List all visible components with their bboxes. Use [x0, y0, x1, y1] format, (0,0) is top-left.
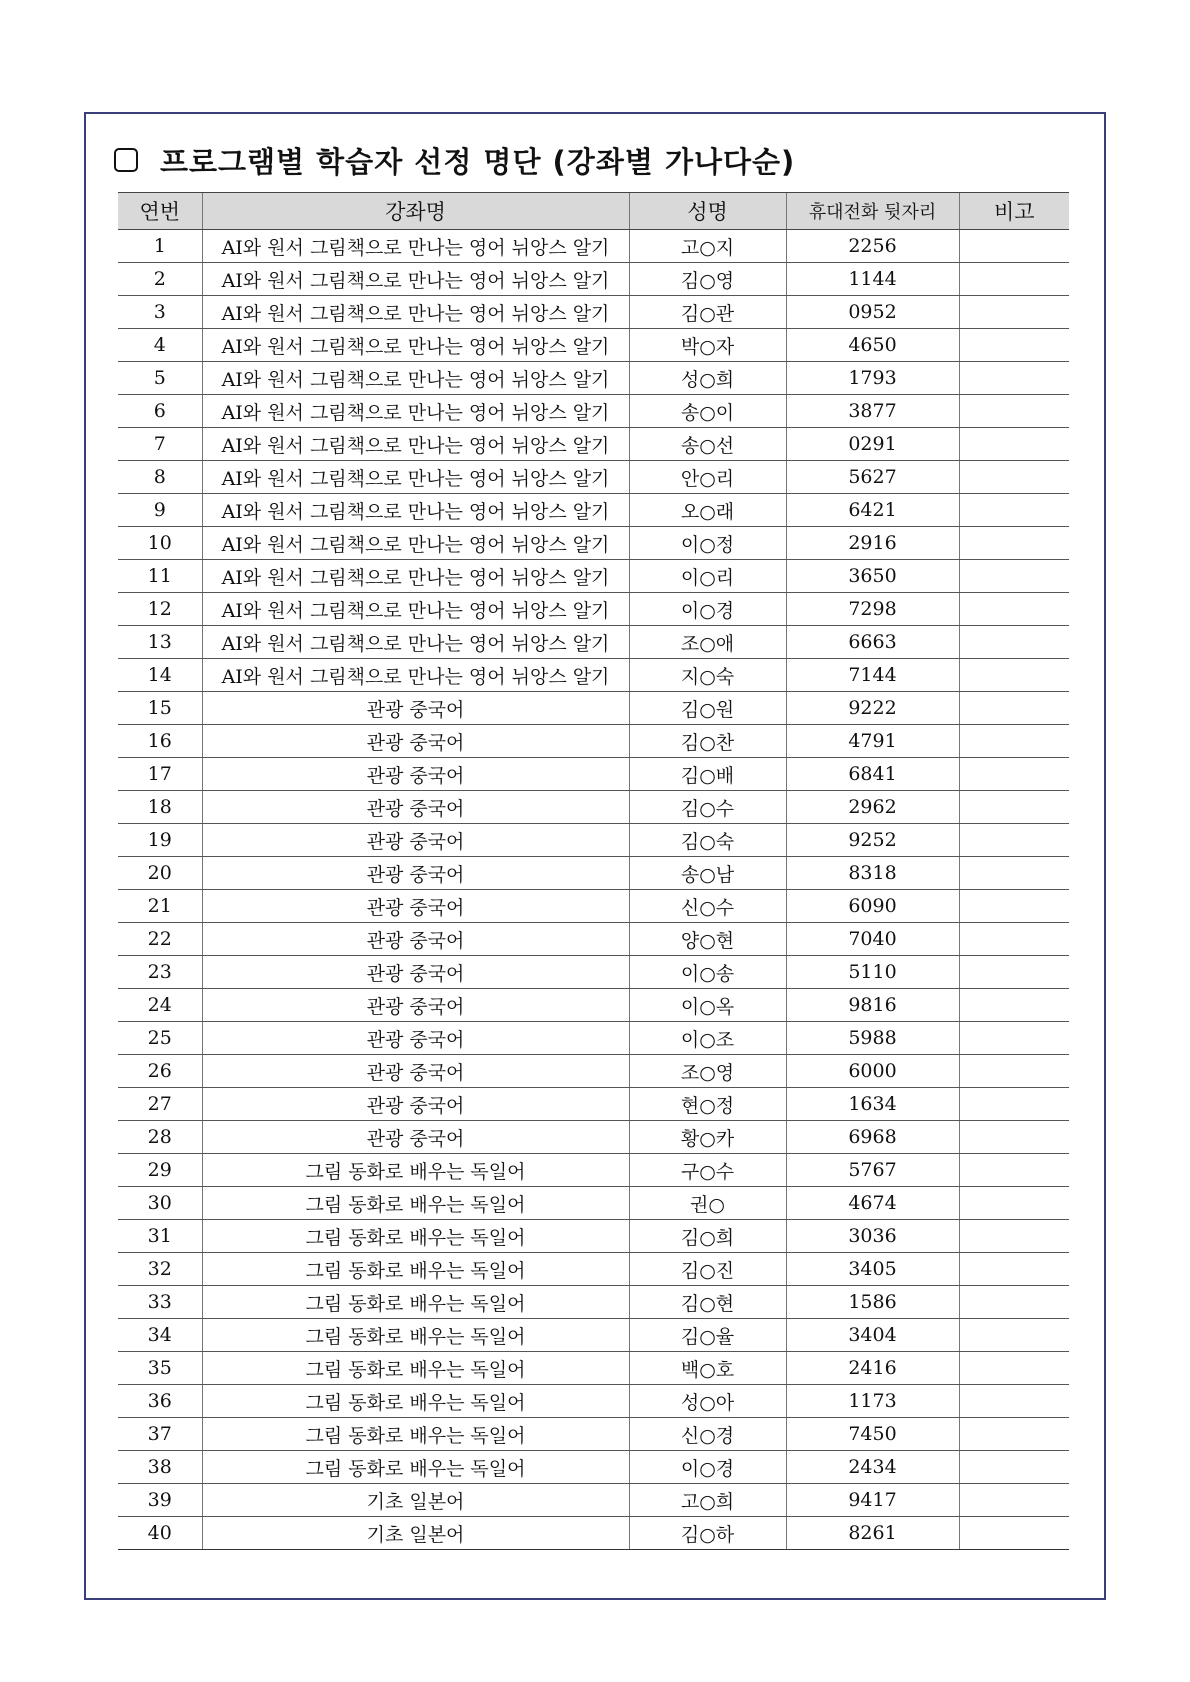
cell-no: 40 [118, 1517, 202, 1550]
cell-no: 6 [118, 395, 202, 428]
cell-no: 8 [118, 461, 202, 494]
cell-course: AI와 원서 그림책으로 만나는 영어 뉘앙스 알기 [202, 329, 629, 362]
table-row [118, 824, 1069, 857]
cell-phone: 1173 [786, 1385, 959, 1418]
cell-name: 성○아 [629, 1385, 786, 1418]
cell-course: AI와 원서 그림책으로 만나는 영어 뉘앙스 알기 [202, 263, 629, 296]
cell-phone: 4650 [786, 329, 959, 362]
cell-phone: 9252 [786, 824, 959, 857]
cell-name: 김○원 [629, 692, 786, 725]
cell-note [959, 329, 1069, 362]
cell-phone: 9222 [786, 692, 959, 725]
cell-no: 1 [118, 230, 202, 263]
cell-no: 16 [118, 725, 202, 758]
table-row [118, 593, 1069, 626]
cell-course: 관광 중국어 [202, 989, 629, 1022]
cell-note [959, 626, 1069, 659]
cell-course: 그림 동화로 배우는 독일어 [202, 1385, 629, 1418]
table-row [118, 362, 1069, 395]
cell-note [959, 725, 1069, 758]
cell-no: 11 [118, 560, 202, 593]
cell-phone: 5110 [786, 956, 959, 989]
cell-name: 김○배 [629, 758, 786, 791]
header-row [118, 193, 1069, 230]
cell-note [959, 956, 1069, 989]
cell-no: 13 [118, 626, 202, 659]
cell-phone: 1144 [786, 263, 959, 296]
cell-no: 7 [118, 428, 202, 461]
cell-phone: 3036 [786, 1220, 959, 1253]
cell-phone: 1586 [786, 1286, 959, 1319]
cell-no: 14 [118, 659, 202, 692]
title-row [114, 140, 795, 180]
cell-name: 현○정 [629, 1088, 786, 1121]
cell-note [959, 263, 1069, 296]
cell-course: AI와 원서 그림책으로 만나는 영어 뉘앙스 알기 [202, 560, 629, 593]
cell-course: 관광 중국어 [202, 1121, 629, 1154]
cell-phone: 1793 [786, 362, 959, 395]
cell-note [959, 1319, 1069, 1352]
cell-no: 5 [118, 362, 202, 395]
cell-no: 22 [118, 923, 202, 956]
cell-name: 오○래 [629, 494, 786, 527]
table-row [118, 923, 1069, 956]
cell-phone: 7144 [786, 659, 959, 692]
cell-phone: 9816 [786, 989, 959, 1022]
cell-note [959, 1418, 1069, 1451]
cell-name: 이○경 [629, 1451, 786, 1484]
cell-name: 구○수 [629, 1154, 786, 1187]
cell-no: 29 [118, 1154, 202, 1187]
cell-course: 관광 중국어 [202, 1022, 629, 1055]
table-row [118, 1319, 1069, 1352]
cell-phone: 3405 [786, 1253, 959, 1286]
cell-no: 38 [118, 1451, 202, 1484]
cell-course: 그림 동화로 배우는 독일어 [202, 1220, 629, 1253]
cell-name: 조○애 [629, 626, 786, 659]
cell-phone: 5627 [786, 461, 959, 494]
cell-phone: 3404 [786, 1319, 959, 1352]
cell-note [959, 461, 1069, 494]
cell-note [959, 1121, 1069, 1154]
cell-name: 김○찬 [629, 725, 786, 758]
cell-course: AI와 원서 그림책으로 만나는 영어 뉘앙스 알기 [202, 296, 629, 329]
cell-no: 31 [118, 1220, 202, 1253]
table-row [118, 1220, 1069, 1253]
cell-name: 이○경 [629, 593, 786, 626]
cell-phone: 3650 [786, 560, 959, 593]
cell-note [959, 1517, 1069, 1550]
document-frame [84, 112, 1106, 1600]
cell-name: 양○현 [629, 923, 786, 956]
table-row [118, 461, 1069, 494]
table-row [118, 626, 1069, 659]
cell-phone: 4674 [786, 1187, 959, 1220]
table-row [118, 1352, 1069, 1385]
cell-note [959, 1253, 1069, 1286]
cell-course: 관광 중국어 [202, 1088, 629, 1121]
cell-note [959, 1187, 1069, 1220]
cell-no: 23 [118, 956, 202, 989]
cell-name: 김○하 [629, 1517, 786, 1550]
cell-note [959, 923, 1069, 956]
cell-name: 이○옥 [629, 989, 786, 1022]
cell-name: 고○희 [629, 1484, 786, 1517]
cell-course: 관광 중국어 [202, 890, 629, 923]
table-row [118, 263, 1069, 296]
cell-phone: 6000 [786, 1055, 959, 1088]
cell-phone: 7040 [786, 923, 959, 956]
cell-note [959, 890, 1069, 923]
cell-course: 그림 동화로 배우는 독일어 [202, 1286, 629, 1319]
table-row [118, 692, 1069, 725]
table-row [118, 989, 1069, 1022]
cell-course: 관광 중국어 [202, 692, 629, 725]
cell-phone: 1634 [786, 1088, 959, 1121]
table-row [118, 791, 1069, 824]
cell-note [959, 1088, 1069, 1121]
cell-name: 황○카 [629, 1121, 786, 1154]
header-phone: 휴대전화 뒷자리 [786, 193, 959, 230]
cell-note [959, 989, 1069, 1022]
cell-note [959, 791, 1069, 824]
cell-name: 김○율 [629, 1319, 786, 1352]
cell-note [959, 1154, 1069, 1187]
cell-phone: 0952 [786, 296, 959, 329]
table-row [118, 1121, 1069, 1154]
cell-phone: 5988 [786, 1022, 959, 1055]
table-row [118, 725, 1069, 758]
cell-course: 그림 동화로 배우는 독일어 [202, 1154, 629, 1187]
cell-note [959, 659, 1069, 692]
cell-phone: 6968 [786, 1121, 959, 1154]
table-row [118, 296, 1069, 329]
cell-phone: 6663 [786, 626, 959, 659]
cell-note [959, 1055, 1069, 1088]
cell-no: 3 [118, 296, 202, 329]
cell-note [959, 692, 1069, 725]
cell-no: 33 [118, 1286, 202, 1319]
cell-note [959, 1385, 1069, 1418]
cell-phone: 2256 [786, 230, 959, 263]
cell-no: 30 [118, 1187, 202, 1220]
cell-phone: 9417 [786, 1484, 959, 1517]
cell-phone: 0291 [786, 428, 959, 461]
cell-phone: 7298 [786, 593, 959, 626]
cell-course: AI와 원서 그림책으로 만나는 영어 뉘앙스 알기 [202, 593, 629, 626]
table-row [118, 1517, 1069, 1550]
table-row [118, 560, 1069, 593]
cell-course: 관광 중국어 [202, 1055, 629, 1088]
cell-name: 이○조 [629, 1022, 786, 1055]
cell-no: 39 [118, 1484, 202, 1517]
cell-name: 김○진 [629, 1253, 786, 1286]
cell-no: 24 [118, 989, 202, 1022]
cell-no: 2 [118, 263, 202, 296]
table-row [118, 956, 1069, 989]
cell-phone: 5767 [786, 1154, 959, 1187]
cell-course: 기초 일본어 [202, 1517, 629, 1550]
cell-name: 이○송 [629, 956, 786, 989]
table-row [118, 1451, 1069, 1484]
table-row [118, 857, 1069, 890]
page-title: 프로그램별 학습자 선정 명단 (강좌별 가나다순) [160, 144, 796, 179]
learner-table [118, 192, 1069, 1550]
cell-no: 18 [118, 791, 202, 824]
cell-course: AI와 원서 그림책으로 만나는 영어 뉘앙스 알기 [202, 428, 629, 461]
cell-course: 그림 동화로 배우는 독일어 [202, 1352, 629, 1385]
cell-phone: 2416 [786, 1352, 959, 1385]
cell-course: 관광 중국어 [202, 956, 629, 989]
cell-course: 그림 동화로 배우는 독일어 [202, 1319, 629, 1352]
table-row [118, 329, 1069, 362]
cell-note [959, 1022, 1069, 1055]
table-row [118, 1286, 1069, 1319]
cell-name: 송○이 [629, 395, 786, 428]
cell-name: 권○ [629, 1187, 786, 1220]
cell-course: 관광 중국어 [202, 725, 629, 758]
table-row [118, 890, 1069, 923]
cell-phone: 2434 [786, 1451, 959, 1484]
cell-no: 25 [118, 1022, 202, 1055]
cell-course: 관광 중국어 [202, 824, 629, 857]
cell-course: AI와 원서 그림책으로 만나는 영어 뉘앙스 알기 [202, 626, 629, 659]
cell-course: 그림 동화로 배우는 독일어 [202, 1187, 629, 1220]
cell-no: 4 [118, 329, 202, 362]
cell-no: 34 [118, 1319, 202, 1352]
cell-phone: 3877 [786, 395, 959, 428]
table-row [118, 659, 1069, 692]
cell-name: 김○수 [629, 791, 786, 824]
checkbox-icon [114, 148, 138, 172]
cell-course: 그림 동화로 배우는 독일어 [202, 1418, 629, 1451]
cell-no: 37 [118, 1418, 202, 1451]
cell-note [959, 1220, 1069, 1253]
cell-course: AI와 원서 그림책으로 만나는 영어 뉘앙스 알기 [202, 494, 629, 527]
cell-no: 27 [118, 1088, 202, 1121]
cell-no: 21 [118, 890, 202, 923]
table-row [118, 230, 1069, 263]
cell-phone: 6421 [786, 494, 959, 527]
cell-phone: 7450 [786, 1418, 959, 1451]
cell-note [959, 362, 1069, 395]
cell-note [959, 560, 1069, 593]
table-row [118, 395, 1069, 428]
cell-course: AI와 원서 그림책으로 만나는 영어 뉘앙스 알기 [202, 362, 629, 395]
cell-course: AI와 원서 그림책으로 만나는 영어 뉘앙스 알기 [202, 461, 629, 494]
cell-note [959, 758, 1069, 791]
table-row [118, 1253, 1069, 1286]
table-row [118, 527, 1069, 560]
cell-name: 송○남 [629, 857, 786, 890]
cell-phone: 8261 [786, 1517, 959, 1550]
header-name: 성명 [629, 193, 786, 230]
cell-name: 지○숙 [629, 659, 786, 692]
cell-note [959, 1352, 1069, 1385]
cell-note [959, 1484, 1069, 1517]
cell-name: 성○희 [629, 362, 786, 395]
cell-course: 기초 일본어 [202, 1484, 629, 1517]
table-row [118, 1418, 1069, 1451]
cell-no: 12 [118, 593, 202, 626]
cell-no: 19 [118, 824, 202, 857]
cell-name: 조○영 [629, 1055, 786, 1088]
cell-name: 박○자 [629, 329, 786, 362]
cell-note [959, 395, 1069, 428]
cell-no: 20 [118, 857, 202, 890]
table-row [118, 494, 1069, 527]
table-row [118, 1088, 1069, 1121]
cell-note [959, 428, 1069, 461]
cell-phone: 6090 [786, 890, 959, 923]
cell-note [959, 857, 1069, 890]
table-row [118, 1187, 1069, 1220]
cell-name: 신○경 [629, 1418, 786, 1451]
table-row [118, 1484, 1069, 1517]
cell-course: AI와 원서 그림책으로 만나는 영어 뉘앙스 알기 [202, 395, 629, 428]
cell-no: 32 [118, 1253, 202, 1286]
table-row [118, 1154, 1069, 1187]
cell-note [959, 593, 1069, 626]
header-note: 비고 [959, 193, 1069, 230]
cell-course: 관광 중국어 [202, 923, 629, 956]
cell-name: 김○희 [629, 1220, 786, 1253]
cell-course: AI와 원서 그림책으로 만나는 영어 뉘앙스 알기 [202, 527, 629, 560]
cell-no: 9 [118, 494, 202, 527]
cell-phone: 6841 [786, 758, 959, 791]
cell-name: 고○지 [629, 230, 786, 263]
cell-name: 신○수 [629, 890, 786, 923]
table-row [118, 758, 1069, 791]
cell-no: 17 [118, 758, 202, 791]
cell-no: 28 [118, 1121, 202, 1154]
header-no: 연번 [118, 193, 202, 230]
cell-name: 김○영 [629, 263, 786, 296]
header-course: 강좌명 [202, 193, 629, 230]
cell-no: 36 [118, 1385, 202, 1418]
cell-phone: 4791 [786, 725, 959, 758]
cell-course: AI와 원서 그림책으로 만나는 영어 뉘앙스 알기 [202, 230, 629, 263]
cell-course: 그림 동화로 배우는 독일어 [202, 1451, 629, 1484]
cell-note [959, 296, 1069, 329]
cell-course: 관광 중국어 [202, 758, 629, 791]
table-row [118, 428, 1069, 461]
cell-no: 15 [118, 692, 202, 725]
cell-note [959, 1286, 1069, 1319]
table-row [118, 1385, 1069, 1418]
cell-course: 그림 동화로 배우는 독일어 [202, 1253, 629, 1286]
cell-phone: 2916 [786, 527, 959, 560]
cell-name: 김○관 [629, 296, 786, 329]
cell-phone: 2962 [786, 791, 959, 824]
cell-name: 이○정 [629, 527, 786, 560]
cell-course: AI와 원서 그림책으로 만나는 영어 뉘앙스 알기 [202, 659, 629, 692]
cell-name: 김○현 [629, 1286, 786, 1319]
cell-course: 관광 중국어 [202, 857, 629, 890]
cell-no: 10 [118, 527, 202, 560]
table-row [118, 1022, 1069, 1055]
cell-phone: 8318 [786, 857, 959, 890]
cell-name: 안○리 [629, 461, 786, 494]
cell-name: 백○호 [629, 1352, 786, 1385]
cell-note [959, 527, 1069, 560]
cell-note [959, 1451, 1069, 1484]
cell-no: 35 [118, 1352, 202, 1385]
cell-no: 26 [118, 1055, 202, 1088]
cell-note [959, 824, 1069, 857]
cell-name: 송○선 [629, 428, 786, 461]
cell-course: 관광 중국어 [202, 791, 629, 824]
table-row [118, 1055, 1069, 1088]
cell-name: 김○숙 [629, 824, 786, 857]
cell-name: 이○리 [629, 560, 786, 593]
cell-note [959, 230, 1069, 263]
cell-note [959, 494, 1069, 527]
